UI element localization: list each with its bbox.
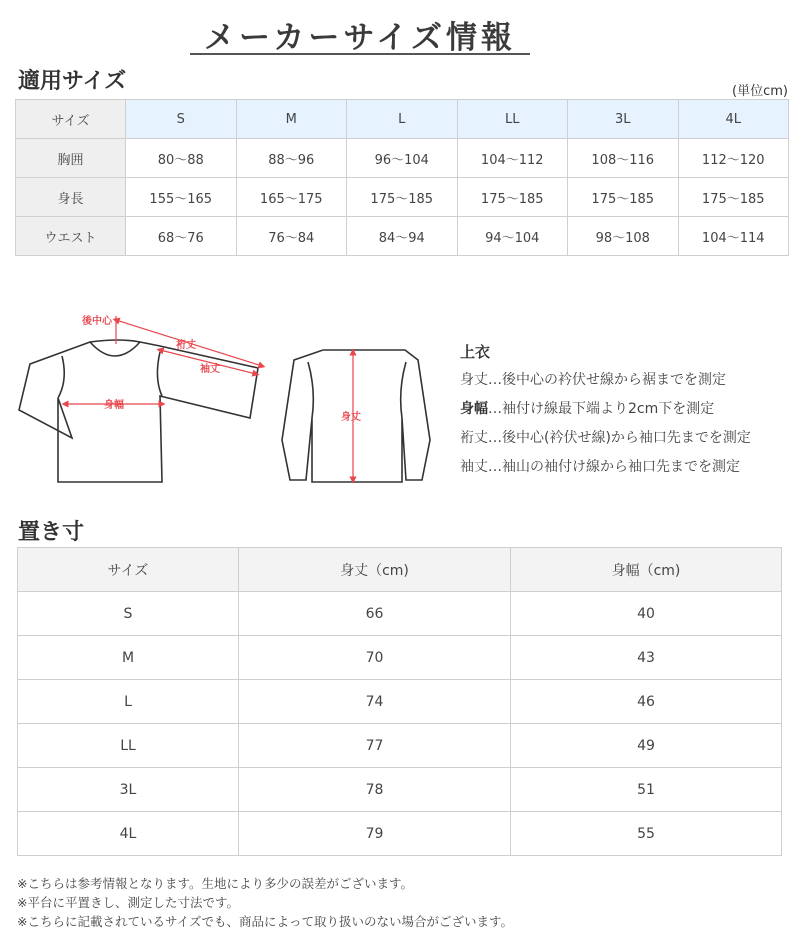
table-cell: 165〜175 — [236, 178, 347, 217]
measurement-diagram — [10, 300, 450, 500]
table-cell: 88〜96 — [236, 139, 347, 178]
table-cell: 66 — [239, 592, 511, 636]
table-cell: 4L — [18, 812, 239, 856]
table-cell: 74 — [239, 680, 511, 724]
description-title: 上衣 — [460, 343, 491, 361]
table-cell: 94〜104 — [457, 217, 568, 256]
shirt-diagram-svg — [10, 300, 450, 500]
table-header-cell: S — [126, 100, 237, 139]
table-cell: 68〜76 — [126, 217, 237, 256]
notes — [17, 874, 513, 931]
description-line — [460, 428, 751, 457]
label-length: 身丈 — [341, 412, 361, 423]
description-term: 身丈 — [460, 372, 488, 388]
table-row — [18, 724, 782, 768]
main-title-block — [0, 0, 800, 58]
table-header-cell: 3L — [568, 100, 679, 139]
measurement-description — [460, 341, 751, 486]
table-header-cell: 4L — [678, 100, 789, 139]
table-row — [18, 768, 782, 812]
table-row — [16, 217, 789, 256]
table-cell: 175〜185 — [457, 178, 568, 217]
row-label: ウエスト — [16, 217, 126, 256]
table-header-cell: サイズ — [16, 100, 126, 139]
table-row — [18, 680, 782, 724]
fit-size-title: 適用サイズ — [18, 69, 127, 94]
description-line — [460, 457, 751, 486]
fit-size-table — [15, 99, 789, 256]
table-cell: 104〜112 — [457, 139, 568, 178]
table-cell: 104〜114 — [678, 217, 789, 256]
table-cell: L — [18, 680, 239, 724]
table-row — [16, 178, 789, 217]
table-header-cell: 身幅（cm) — [511, 548, 782, 592]
note-line: ※こちらに記載されているサイズでも、商品によって取り扱いのない場合がございます。 — [17, 914, 513, 929]
table-cell: 112〜120 — [678, 139, 789, 178]
table-cell: 108〜116 — [568, 139, 679, 178]
flat-size-title: 置き寸 — [18, 520, 85, 545]
table-cell: 43 — [511, 636, 782, 680]
table-header-cell: サイズ — [18, 548, 239, 592]
table-header-cell: L — [347, 100, 458, 139]
table-cell: 80〜88 — [126, 139, 237, 178]
table-cell: 79 — [239, 812, 511, 856]
label-width: 身幅 — [104, 400, 124, 411]
note-line: ※こちらは参考情報となります。生地により多少の誤差がございます。 — [17, 876, 413, 891]
table-cell: 46 — [511, 680, 782, 724]
table-row — [16, 139, 789, 178]
description-term: 身幅 — [460, 401, 488, 417]
table-cell: 51 — [511, 768, 782, 812]
table-cell: 76〜84 — [236, 217, 347, 256]
table-cell: 155〜165 — [126, 178, 237, 217]
front-shirt-icon — [19, 340, 258, 482]
fit-size-header-row — [16, 100, 789, 139]
row-label: 胸囲 — [16, 139, 126, 178]
description-term: 袖丈 — [460, 459, 488, 475]
row-label: 身長 — [16, 178, 126, 217]
description-line — [460, 370, 751, 399]
table-cell: 84〜94 — [347, 217, 458, 256]
table-cell: 49 — [511, 724, 782, 768]
table-cell: 175〜185 — [678, 178, 789, 217]
description-text: …袖山の袖付け線から袖口先までを測定 — [488, 459, 740, 475]
description-text: …後中心の衿伏せ線から裾までを測定 — [488, 372, 726, 388]
table-cell: 98〜108 — [568, 217, 679, 256]
main-title: メーカーサイズ情報 — [204, 20, 516, 56]
table-cell: 77 — [239, 724, 511, 768]
table-cell: 55 — [511, 812, 782, 856]
label-sleeve: 袖丈 — [200, 364, 220, 375]
table-cell: LL — [18, 724, 239, 768]
description-line — [460, 399, 751, 428]
label-yuki: 裄丈 — [176, 340, 196, 351]
table-cell: 78 — [239, 768, 511, 812]
description-term: 裄丈 — [460, 430, 488, 446]
table-row — [18, 812, 782, 856]
flat-size-table — [17, 547, 782, 856]
table-cell: S — [18, 592, 239, 636]
table-cell: M — [18, 636, 239, 680]
table-row — [18, 636, 782, 680]
label-back-center: 後中心 — [82, 316, 112, 327]
table-cell: 96〜104 — [347, 139, 458, 178]
table-cell: 40 — [511, 592, 782, 636]
table-header-cell: LL — [457, 100, 568, 139]
table-cell: 70 — [239, 636, 511, 680]
table-cell: 3L — [18, 768, 239, 812]
description-text: …後中心(衿伏せ線)から袖口先までを測定 — [488, 430, 751, 446]
title-underline — [190, 53, 530, 55]
table-header-cell: M — [236, 100, 347, 139]
table-header-cell: 身丈（cm) — [239, 548, 511, 592]
flat-size-header-row — [18, 548, 782, 592]
description-text: …袖付け線最下端より2cm下を測定 — [488, 401, 715, 417]
note-line: ※平台に平置きし、測定した寸法です。 — [17, 895, 239, 910]
table-cell: 175〜185 — [568, 178, 679, 217]
table-row — [18, 592, 782, 636]
table-cell: 175〜185 — [347, 178, 458, 217]
unit-note: (単位cm) — [732, 84, 788, 99]
